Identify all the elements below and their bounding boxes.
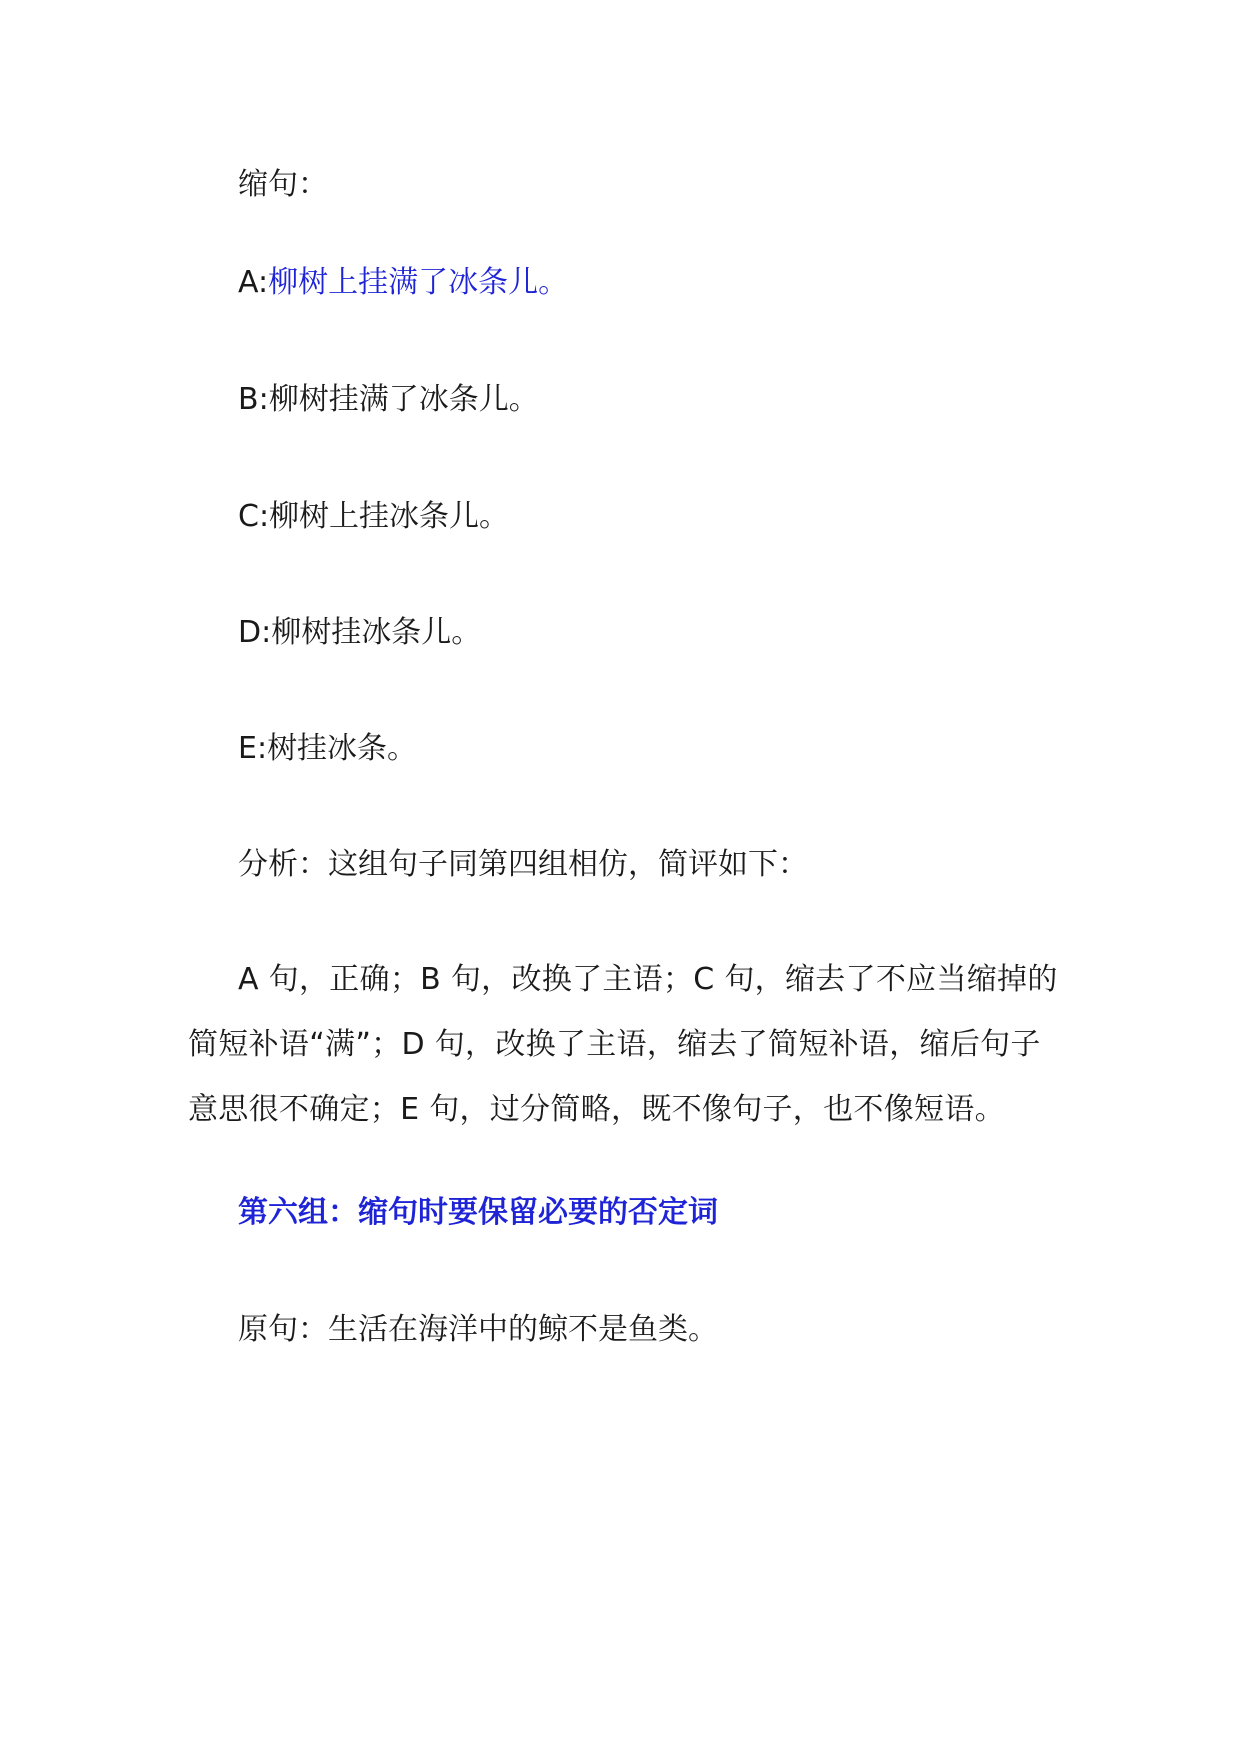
analysis-body: A 句，正确；B 句，改换了主语；C 句，缩去了不应当缩掉的简短补语“满”；D 句，改换了主语，缩去了简短补语，缩后句子意思很不确定；E 句，过分简略，既不像句子，也不像短语。: [188, 962, 1058, 1127]
option-d: D:柳树挂冰条儿。: [238, 615, 482, 650]
analysis-intro: 分析：这组句子同第四组相仿，简评如下：: [238, 847, 808, 882]
option-a-highlight: 柳树上挂满了冰条儿。: [268, 265, 569, 300]
option-e: E:树挂冰条。: [238, 731, 418, 766]
option-a: [238, 263, 568, 303]
group-heading: 第六组：缩句时要保留必要的否定词: [238, 1195, 718, 1230]
option-b: B:柳树挂满了冰条儿。: [238, 382, 539, 417]
option-a-prefix: A:: [238, 265, 269, 300]
option-c: C:柳树上挂冰条儿。: [238, 499, 510, 534]
original-sentence: 原句：生活在海洋中的鲸不是鱼类。: [238, 1312, 718, 1347]
intro-text: 缩句：: [238, 167, 328, 202]
